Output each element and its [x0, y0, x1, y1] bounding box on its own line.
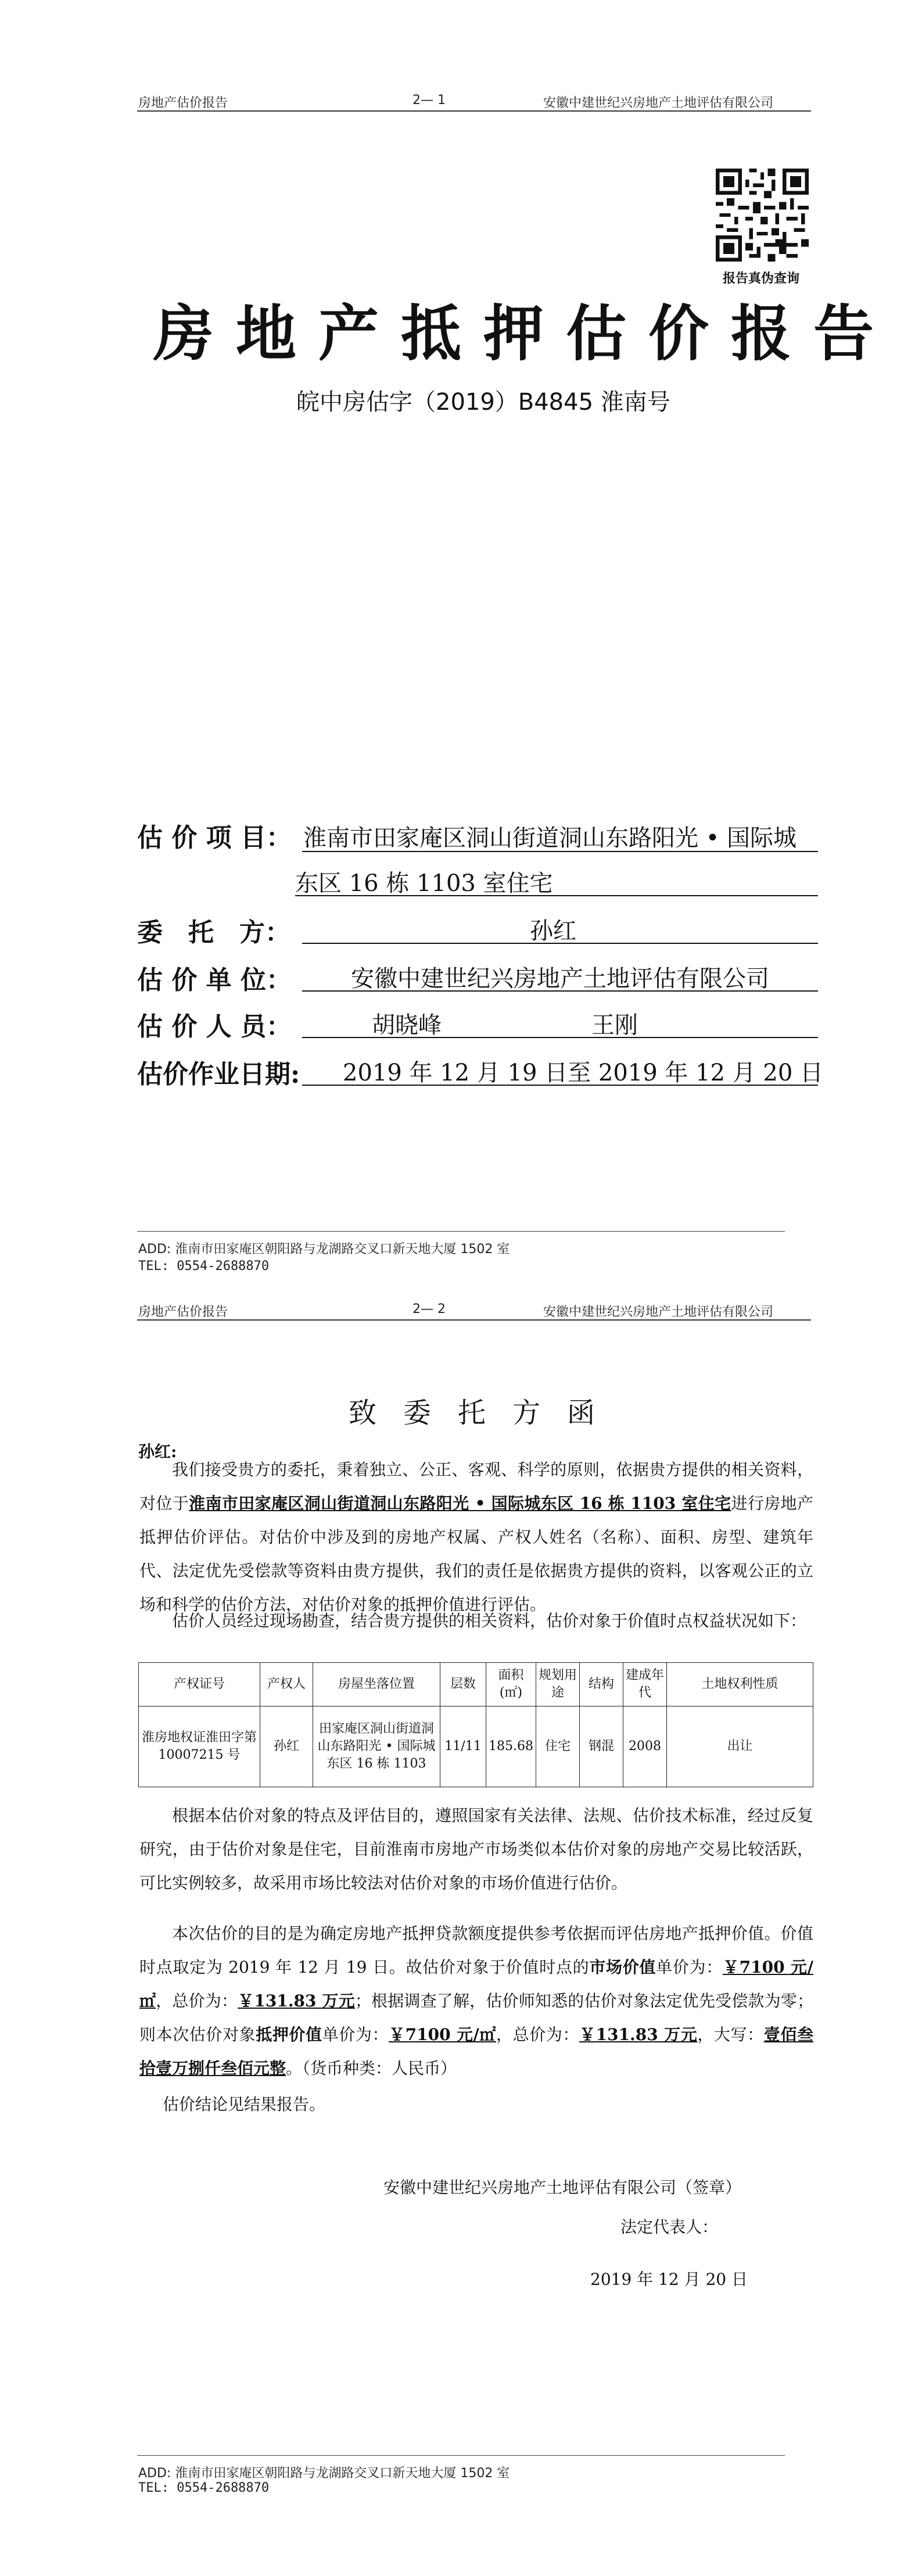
table-header-row: [139, 1663, 813, 1706]
report-number: 皖中房估字（2019）B4845 淮南号: [296, 389, 670, 416]
property-table: [138, 1662, 813, 1787]
letter-title: 致委托方函: [349, 1397, 622, 1429]
date-label: 估价作业日期:: [137, 1060, 300, 1089]
report-title: 房地产抵押估价报告: [153, 298, 896, 369]
page-header-company: 安徽中建世纪兴房地产土地评估有限公司: [543, 96, 774, 110]
page-header-number: 2— 1: [412, 93, 446, 108]
client-label: 委 托 方：: [137, 918, 290, 947]
footer-tel: TEL: 0554-2688870: [138, 1259, 270, 1273]
page-header-left: 房地产估价报告: [138, 96, 228, 110]
table-row: [139, 1706, 813, 1787]
col-year: 建成年代: [623, 1663, 666, 1706]
staff-1: 胡晓峰: [372, 1012, 442, 1039]
cell-land-right: 出让: [666, 1706, 813, 1787]
col-floors: 层数: [440, 1663, 486, 1706]
project-underline-2: [295, 895, 818, 896]
page-header-company: 安徽中建世纪兴房地产土地评估有限公司: [543, 1305, 774, 1319]
unit-label: 估 价 单 位：: [137, 965, 292, 995]
cell-usage: 住宅: [536, 1706, 579, 1787]
project-value-line1: 淮南市田家庵区洞山街道洞山东路阳光 • 国际城: [303, 825, 797, 851]
signature-company: 安徽中建世纪兴房地产土地评估有限公司（签章）: [383, 2178, 742, 2197]
date-underline: [302, 1085, 818, 1086]
staff-label: 估 价 人 员：: [137, 1012, 292, 1042]
col-cert-no: 产权证号: [139, 1663, 260, 1706]
project-label: 估 价 项 目：: [137, 823, 292, 853]
footer-tel: TEL: 0554-2688870: [138, 2481, 270, 2495]
col-owner: 产权人: [260, 1663, 313, 1706]
footer-rule: [137, 1231, 785, 1232]
header-rule: [137, 110, 811, 112]
unit-value: 安徽中建世纪兴房地产土地评估有限公司: [351, 965, 769, 992]
cell-cert-no: 淮房地权证淮田字第 10007215 号: [139, 1706, 260, 1787]
col-location: 房屋坐落位置: [313, 1663, 440, 1706]
col-usage: 规划用途: [536, 1663, 579, 1706]
paragraph-1: 我们接受贵方的委托，秉着独立、公正、客观、科学的原则，依据贵方提供的相关资料，对位于淮南市田家庵区洞山街道洞山东路阳光 • 国际城东区 16 栋 1103 室住宅进行房地产抵押估价评估。对估价中涉及到的房地产权属、产权人姓名（名称）、面积、房型、建筑年代、法定优先受偿款等资料由贵方提供，我们的责任是依据贵方提供的资料，以客观公正的立场和科学的估价方法，对估价对象的抵押价值进行评估。: [139, 1460, 813, 1614]
col-structure: 结构: [579, 1663, 623, 1706]
qr-code-icon: [716, 169, 809, 262]
footer-address: ADD: 淮南市田家庵区朝阳路与龙湖路交叉口新天地大厦 1502 室: [138, 1242, 510, 1257]
cell-structure: 钢混: [579, 1706, 623, 1787]
date-value: 2019 年 12 月 19 日至 2019 年 12 月 20 日: [343, 1060, 824, 1086]
client-underline: [302, 943, 818, 944]
client-value: 孙红: [530, 918, 576, 944]
paragraph-5: 估价结论见结果报告。: [163, 2095, 326, 2114]
qr-caption: 报告真伪查询: [723, 271, 800, 286]
paragraph-2: 估价人员经过现场勘查，结合贵方提供的相关资料，估价对象于价值时点权益状况如下：: [172, 1611, 807, 1630]
page-header-left: 房地产估价报告: [138, 1305, 228, 1319]
header-rule: [137, 1319, 811, 1321]
paragraph-3: 根据本估价对象的特点及评估目的，遵照国家有关法律、法规、估价技术标准，经过反复研究，由于估价对象是住宅，目前淮南市房地产市场类似本估价对象的房地产交易比较活跃，可比实例较多，故采用市场比较法对估价对象的市场价值进行估价。: [139, 1806, 813, 1892]
staff-2: 王刚: [591, 1012, 638, 1039]
cell-owner: 孙红: [260, 1706, 313, 1787]
col-area: 面积(㎡): [486, 1663, 536, 1706]
cell-location: 田家庵区洞山街道洞山东路阳光 • 国际城东区 16 栋 1103: [313, 1706, 440, 1787]
paragraph-4: 本次估价的目的是为确定房地产抵押贷款额度提供参考依据而评估房地产抵押价值。价值时点取定为 2019 年 12 月 19 日。故估价对象于价值时点的市场价值单价为：￥7100 元/㎡，总价为：￥131.83 万元；根据调查了解，估价师知悉的估价对象法定优先受偿款为零；则本次估价对象抵押价值单价为：￥7100 元/㎡，总价为：￥131.83 万元，大写：壹佰叁拾壹万捌仟叁佰元整。（货币种类：人民币）: [139, 1924, 813, 2078]
col-land-right: 土地权利性质: [666, 1663, 813, 1706]
cell-floors: 11/11: [440, 1706, 486, 1787]
cover-page: [0, 0, 922, 1261]
project-underline-1: [302, 851, 818, 852]
unit-underline: [302, 990, 818, 992]
staff-underline: [302, 1037, 818, 1038]
footer-rule: [137, 2455, 785, 2456]
signature-representative: 法定代表人：: [620, 2217, 719, 2237]
letter-page: [0, 1261, 922, 2576]
cell-area: 185.68: [486, 1706, 536, 1787]
salutation: 孙红:: [138, 1442, 177, 1461]
cell-year: 2008: [623, 1706, 666, 1787]
footer-address: ADD: 淮南市田家庵区朝阳路与龙湖路交叉口新天地大厦 1502 室: [138, 2466, 510, 2481]
signature-date: 2019 年 12 月 20 日: [590, 2270, 748, 2289]
project-value-line2: 东区 16 栋 1103 室住宅: [295, 870, 553, 897]
page-header-number: 2— 2: [412, 1302, 446, 1316]
